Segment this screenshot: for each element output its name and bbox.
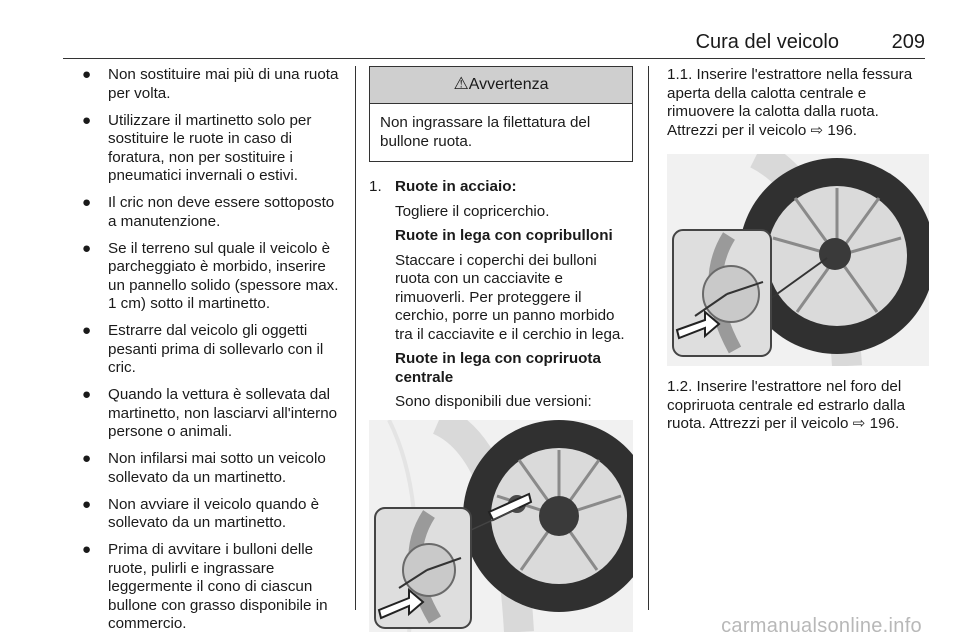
bullet-dot: ●: [82, 66, 92, 83]
page-header: [63, 30, 925, 56]
list-item-text: Utilizzare il martinetto solo per sostituire le ruote in caso di foratura, non per sostituire i pneumatici invernali o estivi.: [108, 111, 312, 184]
wheel-hubcap-illustration-2: [667, 154, 929, 366]
list-item-text: Prima di avvitare i bulloni delle ruote, pulirli e ingrassare leggermente il cono di ciascun bullone con grasso disponibile in commercio.: [108, 541, 328, 632]
bullet-dot: ●: [82, 111, 92, 129]
step-subheading: Ruote in lega con copribulloni: [395, 227, 613, 244]
step-1: [369, 178, 633, 412]
list-item: [80, 541, 346, 634]
bullet-dot: ●: [82, 322, 92, 339]
middle-column: [369, 66, 633, 632]
bullet-dot: ●: [82, 194, 92, 211]
step-heading: Ruote in acciaio:: [395, 178, 517, 195]
bullet-dot: ●: [82, 541, 92, 558]
step-text: Sono disponibili due versioni:: [395, 393, 592, 410]
list-item-text: Non infilarsi mai sotto un veicolo sollevato da un martinetto.: [108, 450, 326, 486]
list-item: [80, 450, 346, 487]
column-divider-2: [648, 66, 649, 610]
bullet-dot: ●: [82, 239, 92, 257]
warning-header: [370, 67, 632, 104]
list-item-text: Estrarre dal veicolo gli oggetti pesanti prima di sollevarlo con il cric.: [108, 322, 324, 376]
safety-bullet-list: [80, 66, 346, 634]
section-title: Cura del veicolo: [695, 31, 839, 53]
list-item: [80, 240, 346, 314]
wheel-illustration-icon: [369, 420, 633, 632]
step-number: 1.: [369, 178, 382, 195]
right-column: [667, 66, 929, 434]
step-subheading: Ruote in lega con copriruota centrale: [395, 350, 601, 386]
list-item-text: Non sostituire mai più di una ruota per volta.: [108, 66, 339, 102]
list-item: [80, 194, 346, 231]
list-item: [80, 496, 346, 533]
left-column: [80, 66, 346, 642]
list-item-text: Quando la vettura è sollevata dal martinetto, non lasciarvi all'interno persone o animali.: [108, 386, 338, 440]
list-item-text: Se il terreno sul quale il veicolo è parcheggiato è morbido, inserire un pannello solido (spessore max. 1 cm) sotto il martinetto.: [108, 239, 339, 312]
warning-box: [369, 66, 633, 162]
bullet-dot: ●: [82, 495, 92, 513]
bullet-dot: ●: [82, 386, 92, 403]
list-item-text: Non avviare il veicolo quando è sollevato da un martinetto.: [108, 495, 320, 531]
list-item: [80, 322, 346, 378]
wheel-hubcap-illustration-1: [369, 420, 633, 632]
warning-title: Avvertenza: [468, 76, 549, 93]
list-item: [80, 112, 346, 186]
watermark: carmanualsonline.info: [721, 615, 922, 637]
step-text: Togliere il copricerchio.: [395, 202, 550, 220]
list-item: [80, 66, 346, 103]
step-text: Staccare i coperchi dei bulloni ruota con un cacciavite e rimuoverli. Per proteggere il cerchio, porre un panno morbido tra il cacciavite e il cerchio in lega.: [395, 251, 625, 343]
header-rule: [63, 58, 925, 59]
page-number: 209: [891, 31, 925, 53]
step-1-1-text: 1.1. Inserire l'estrattore nella fessura aperta della calotta centrale e rimuovere la calotta dalla ruota. Attrezzi per il veicolo ⇨ 196.: [667, 66, 913, 139]
list-item-text: Il cric non deve essere sottoposto a manutenzione.: [108, 194, 335, 230]
list-item: [80, 386, 346, 442]
column-divider-1: [355, 66, 356, 610]
warning-icon: ⚠: [453, 74, 469, 93]
step-1-2-text: 1.2. Inserire l'estrattore nel foro del copriruota centrale ed estrarlo dalla ruota. Attrezzi per il veicolo ⇨ 196.: [667, 378, 906, 432]
warning-text: Non ingrassare la filettatura del bullone ruota.: [380, 114, 591, 150]
wheel-illustration-icon: [667, 154, 929, 366]
bullet-dot: ●: [82, 450, 92, 467]
